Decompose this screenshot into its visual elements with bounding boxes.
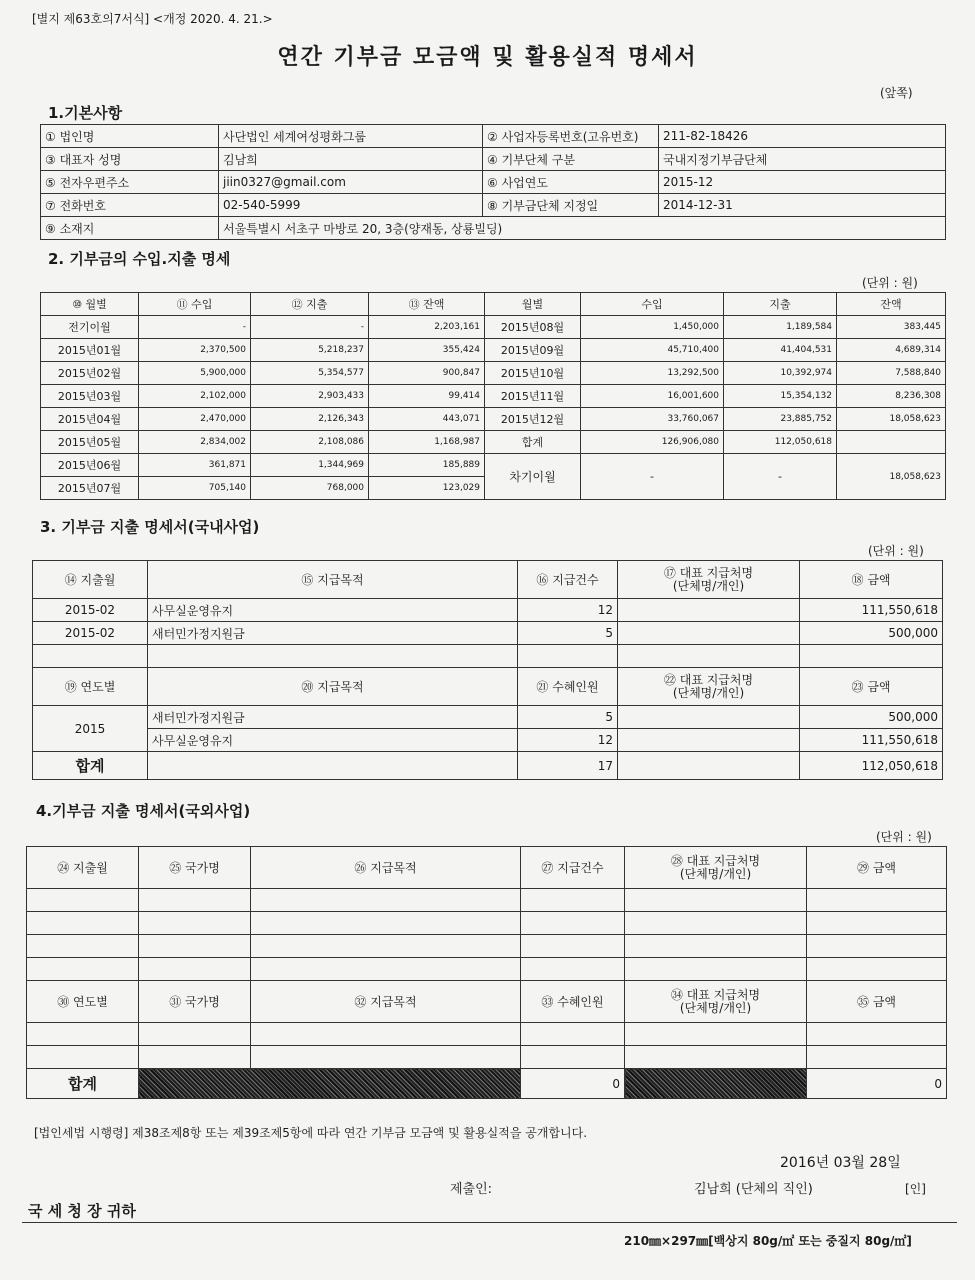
recipient-sub-label: (단체명/개인) [679,866,752,881]
recipient-sub-label: (단체명/개인) [672,685,745,700]
designation-date: 2014-12-31 [659,194,946,217]
domestic-header-row [33,561,943,599]
income: 2,370,500 [139,339,251,362]
carry-balance: 18,058,623 [837,454,946,500]
overseas-table [26,846,947,1099]
overseas-section-title: 4.기부금 지출 명세서(국외사업) [36,802,251,820]
income-expense-table [40,292,946,500]
month-2: 2015년11월 [485,385,581,408]
balance: 355,424 [369,339,485,362]
phone-label: ⑦ 전화번호 [41,194,219,217]
beneficiaries: 5 [518,706,618,729]
address: 서울특별시 서초구 마방로 20, 3층(양재동, 상룡빌딩) [219,217,946,240]
table-row [33,645,943,668]
expense-2: 15,354,132 [724,385,837,408]
addressee: 국 세 청 장 귀하 [28,1202,136,1220]
col-country-2: ㉛ 국가명 [139,981,251,1023]
expense: 5,218,237 [251,339,369,362]
overseas-header-row-2 [27,981,947,1023]
table-row [27,1023,947,1046]
col-beneficiaries: ㉑ 수혜인원 [518,668,618,706]
total-amount: 112,050,618 [800,752,943,780]
count: 12 [518,599,618,622]
col-amount: ㉙ 금액 [807,847,947,889]
balance: 2,203,161 [369,316,485,339]
balance-2: 4,689,314 [837,339,946,362]
income: 2,834,002 [139,431,251,454]
col-exp-month: ㉔ 지출월 [27,847,139,889]
paper-spec: 210㎜×297㎜[백상지 80g/㎡ 또는 중질지 80g/㎡] [624,1234,912,1248]
income-unit: (단위 : 원) [862,276,918,290]
bottom-rule [22,1222,957,1223]
org-type: 국내지정기부금단체 [659,148,946,171]
recipient [618,729,800,752]
month: 2015년05월 [41,431,139,454]
basic-row [41,217,946,240]
income-2: 126,906,080 [581,431,724,454]
carry-label: 차기이월 [485,454,581,500]
income-row [41,385,946,408]
balance: 1,168,987 [369,431,485,454]
amount: 500,000 [800,706,943,729]
beneficiaries: 12 [518,729,618,752]
col-month: ⑩ 월별 [41,293,139,316]
col-year: ㉚ 연도별 [27,981,139,1023]
col-month-2: 월별 [485,293,581,316]
expense: 5,354,577 [251,362,369,385]
recipient-label: ㉘ 대표 지급처명 [670,853,761,868]
month: 2015년02월 [41,362,139,385]
income-row [41,339,946,362]
table-row [27,1046,947,1069]
expense: 768,000 [251,477,369,500]
table-row [27,958,947,981]
expense-2: 1,189,584 [724,316,837,339]
total-count: 0 [521,1069,625,1099]
income-row [41,408,946,431]
expense-2: 23,885,752 [724,408,837,431]
col-count: ⑯ 지급건수 [518,561,618,599]
total-amount: 0 [807,1069,947,1099]
month: 2015년07월 [41,477,139,500]
income-row [41,362,946,385]
table-row [33,622,943,645]
biz-number: 211-82-18426 [659,125,946,148]
rep-name-label: ③ 대표자 성명 [41,148,219,171]
income: 2,102,000 [139,385,251,408]
address-label: ⑨ 소재지 [41,217,219,240]
basic-row [41,125,946,148]
recipient [618,706,800,729]
col-recipient [618,561,800,599]
overseas-unit: (단위 : 원) [876,830,932,844]
corp-name: 사단법인 세계여성평화그룹 [219,125,483,148]
exp-month: 2015-02 [33,622,148,645]
expense: 2,126,343 [251,408,369,431]
overseas-header-row [27,847,947,889]
month-2: 2015년09월 [485,339,581,362]
carry-income: - [581,454,724,500]
submitter-label: 제출인: [450,1182,493,1197]
income-2: 16,001,600 [581,385,724,408]
balance-2 [837,431,946,454]
col-amount: ⑱ 금액 [800,561,943,599]
domestic-table [32,560,943,780]
month-2: 합계 [485,431,581,454]
balance-2: 7,588,840 [837,362,946,385]
income-2: 45,710,400 [581,339,724,362]
balance-2: 383,445 [837,316,946,339]
expense: 1,344,969 [251,454,369,477]
expense-2: 41,404,531 [724,339,837,362]
col-amount-2: ㉓ 금액 [800,668,943,706]
email-label: ⑤ 전자우편주소 [41,171,219,194]
submit-date: 2016년 03월 28일 [780,1155,901,1171]
purpose: 사무실운영유지 [148,729,518,752]
month: 2015년06월 [41,454,139,477]
designation-date-label: ⑧ 기부금단체 지정일 [483,194,659,217]
income-section-title: 2. 기부금의 수입.지출 명세 [48,250,231,268]
front-label: (앞쪽) [880,86,913,100]
table-row [27,889,947,912]
recipient [618,599,800,622]
recipient-sub-label: (단체명/개인) [672,578,745,593]
col-recipient [625,847,807,889]
redacted-area [625,1069,807,1099]
month-2: 2015년08월 [485,316,581,339]
col-purpose: ⑮ 지급목적 [148,561,518,599]
balance: 443,071 [369,408,485,431]
year: 2015 [33,706,148,752]
income: 2,470,000 [139,408,251,431]
seal-mark: [인] [905,1182,926,1196]
col-amount-2: ㉟ 금액 [807,981,947,1023]
expense: - [251,316,369,339]
income-row [41,454,946,477]
expense: 2,903,433 [251,385,369,408]
expense-2: 112,050,618 [724,431,837,454]
income: 705,140 [139,477,251,500]
purpose: 사무실운영유지 [148,599,518,622]
basic-row [41,148,946,171]
balance: 99,414 [369,385,485,408]
col-purpose: ㉖ 지급목적 [251,847,521,889]
income: 361,871 [139,454,251,477]
basic-row [41,194,946,217]
table-row [27,912,947,935]
income-row [41,431,946,454]
income-2: 33,760,067 [581,408,724,431]
col-country: ㉕ 국가명 [139,847,251,889]
col-recipient-2 [625,981,807,1023]
total-label: 합계 [33,752,148,780]
balance-2: 8,236,308 [837,385,946,408]
total-count: 17 [518,752,618,780]
amount: 111,550,618 [800,599,943,622]
balance: 900,847 [369,362,485,385]
email: jiin0327@gmail.com [219,171,483,194]
expense: 2,108,086 [251,431,369,454]
biz-number-label: ② 사업자등록번호(고유번호) [483,125,659,148]
month: 2015년03월 [41,385,139,408]
month: 2015년01월 [41,339,139,362]
amount: 111,550,618 [800,729,943,752]
overseas-total-row [27,1069,947,1099]
col-beneficiaries: ㉝ 수혜인원 [521,981,625,1023]
exp-month: 2015-02 [33,599,148,622]
col-income: ⑪ 수입 [139,293,251,316]
income-2: 13,292,500 [581,362,724,385]
phone: 02-540-5999 [219,194,483,217]
legal-note: [법인세법 시행령] 제38조제8항 또는 제39조제5항에 따라 연간 기부금 모금액 및 활용실적을 공개합니다. [34,1126,588,1140]
table-row [27,935,947,958]
form-code: [별지 제63호의7서식] <개정 2020. 4. 21.> [32,12,273,26]
col-balance: ⑬ 잔액 [369,293,485,316]
income-header-row [41,293,946,316]
col-recipient-2 [618,668,800,706]
month: 전기이월 [41,316,139,339]
month-2: 2015년10월 [485,362,581,385]
page-title: 연간 기부금 모금액 및 활용실적 명세서 [277,45,698,70]
basic-section-title: 1.기본사항 [48,104,123,122]
income: - [139,316,251,339]
org-type-label: ④ 기부단체 구분 [483,148,659,171]
domestic-section-title: 3. 기부금 지출 명세서(국내사업) [40,518,260,536]
basic-info-table [40,124,946,240]
redacted-area [139,1069,521,1099]
total-label: 합계 [27,1069,139,1099]
expense-2: 10,392,974 [724,362,837,385]
col-expense-2: 지출 [724,293,837,316]
balance-2: 18,058,623 [837,408,946,431]
table-row [33,599,943,622]
recipient-label: ㉞ 대표 지급처명 [670,987,761,1002]
col-balance-2: 잔액 [837,293,946,316]
recipient-sub-label: (단체명/개인) [679,1000,752,1015]
domestic-total-row [33,752,943,780]
col-purpose-2: ⑳ 지급목적 [148,668,518,706]
purpose: 새터민가정지원금 [148,706,518,729]
domestic-header-row-2 [33,668,943,706]
domestic-unit: (단위 : 원) [868,544,924,558]
month-2: 2015년12월 [485,408,581,431]
table-row [33,706,943,729]
basic-row [41,171,946,194]
income-2: 1,450,000 [581,316,724,339]
month: 2015년04월 [41,408,139,431]
income: 5,900,000 [139,362,251,385]
amount: 500,000 [800,622,943,645]
col-income-2: 수입 [581,293,724,316]
fiscal-year: 2015-12 [659,171,946,194]
balance: 185,889 [369,454,485,477]
fiscal-year-label: ⑥ 사업연도 [483,171,659,194]
count: 5 [518,622,618,645]
corp-name-label: ① 법인명 [41,125,219,148]
table-row [33,729,943,752]
col-expense: ⑫ 지출 [251,293,369,316]
submitter-name: 김남희 (단체의 직인) [694,1182,813,1197]
purpose: 새터민가정지원금 [148,622,518,645]
carry-expense: - [724,454,837,500]
recipient [618,622,800,645]
income-row [41,316,946,339]
col-count: ㉗ 지급건수 [521,847,625,889]
col-purpose-2: ㉜ 지급목적 [251,981,521,1023]
rep-name: 김남희 [219,148,483,171]
balance: 123,029 [369,477,485,500]
col-exp-month: ⑭ 지출월 [33,561,148,599]
recipient-label: ⑰ 대표 지급처명 [663,565,754,580]
recipient-label: ㉒ 대표 지급처명 [663,672,754,687]
col-year: ⑲ 연도별 [33,668,148,706]
